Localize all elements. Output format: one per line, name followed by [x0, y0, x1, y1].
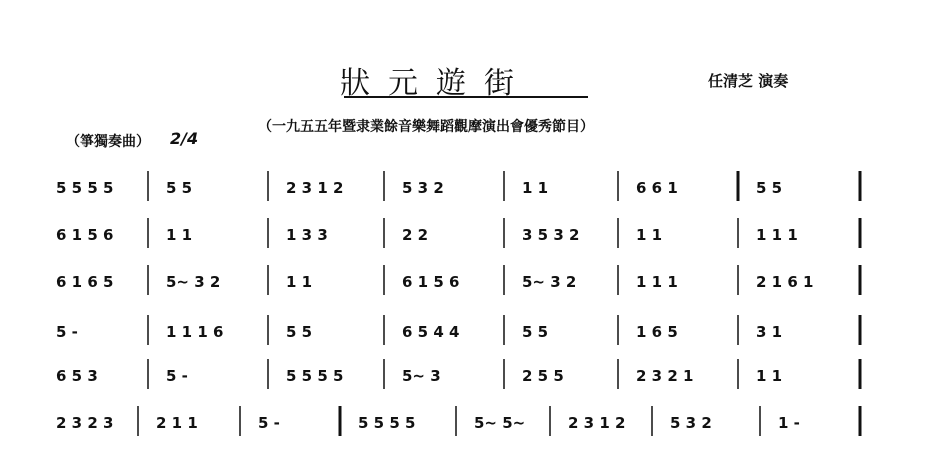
measure: 1 1	[636, 226, 663, 244]
measure: 5 5	[522, 323, 549, 341]
measure: 5 -	[258, 414, 280, 432]
measure: 2 2	[402, 226, 429, 244]
measure: 2 3 1 2	[568, 414, 626, 432]
measure: 1 1	[286, 273, 313, 291]
measure: 1 1	[756, 367, 783, 385]
genre-label: （箏獨奏曲）	[66, 134, 150, 150]
measure: 1 6 5	[636, 323, 678, 341]
measure: 6 1 5 6	[402, 273, 460, 291]
measure: 2 1 6 1	[756, 273, 814, 291]
measure: 5 -	[166, 367, 188, 385]
measure: 2 3 1 2	[286, 179, 344, 197]
measure: 6 1 6 5	[56, 273, 114, 291]
measure: 2 1 1	[156, 414, 198, 432]
measure: 5~ 3 2	[166, 273, 221, 291]
measure: 6 5 3	[56, 367, 98, 385]
piece-title: 狀元遊街	[340, 66, 532, 101]
measure: 1 1 1 6	[166, 323, 224, 341]
measure: 5 5 5 5	[358, 414, 416, 432]
measure: 1 3 3	[286, 226, 328, 244]
measure: 5~ 3 2	[522, 273, 577, 291]
measure: 3 1	[756, 323, 783, 341]
time-signature: 2/4	[170, 129, 199, 148]
measure: 1 1	[166, 226, 193, 244]
program-subtitle: （一九五五年暨隶業餘音樂舞蹈觀摩演出會優秀節目）	[258, 119, 594, 135]
measure: 5 5	[286, 323, 313, 341]
measure: 6 6 1	[636, 179, 678, 197]
measure: 1 1 1	[636, 273, 678, 291]
measure: 2 5 5	[522, 367, 564, 385]
measure: 5 3 2	[670, 414, 712, 432]
measure: 5 5 5 5	[286, 367, 344, 385]
measure: 6 5 4 4	[402, 323, 460, 341]
measure: 1 1	[522, 179, 549, 197]
measure: 5~ 3	[402, 367, 441, 385]
measure: 6 1 5 6	[56, 226, 114, 244]
measure: 2 3 2 1	[636, 367, 694, 385]
performer-credit: 任清芝 演奏	[708, 72, 789, 90]
measure: 3 5 3 2	[522, 226, 580, 244]
measure: 5 5 5 5	[56, 179, 114, 197]
measure: 5~ 5~	[474, 414, 526, 432]
measure: 2 3 2 3	[56, 414, 114, 432]
measure: 5 5	[756, 179, 783, 197]
measure: 5 5	[166, 179, 193, 197]
measure: 5 -	[56, 323, 78, 341]
measure: 5 3 2	[402, 179, 444, 197]
measure: 1 -	[778, 414, 800, 432]
measure: 1 1 1	[756, 226, 798, 244]
